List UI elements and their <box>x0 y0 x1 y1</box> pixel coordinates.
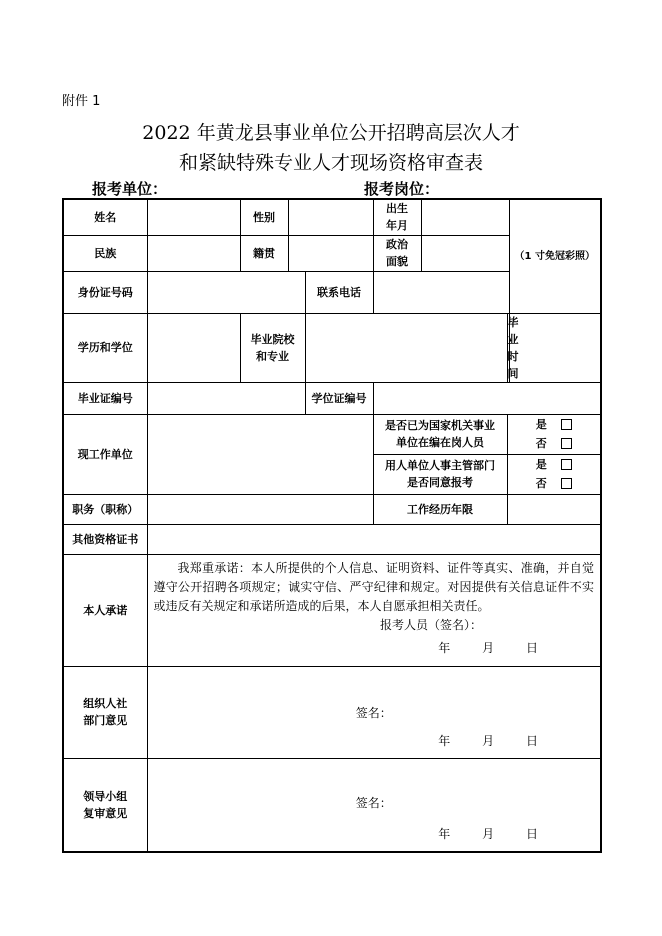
position-field[interactable] <box>147 494 373 524</box>
name-field[interactable] <box>147 199 240 235</box>
page-title: 2022 年黄龙县事业单位公开招聘高层次人才 <box>142 122 520 144</box>
org-opinion-label: 组织人社 部门意见 <box>63 666 147 758</box>
other-certs-field[interactable] <box>147 524 601 554</box>
year-label: 年 <box>438 827 451 841</box>
current-unit-label: 现工作单位 <box>63 414 147 494</box>
degree-no-field[interactable] <box>373 382 601 414</box>
yes-checkbox[interactable] <box>561 459 572 470</box>
native-place-label: 籍贯 <box>240 235 288 271</box>
day-label: 日 <box>525 733 538 748</box>
gender-field[interactable] <box>288 199 373 235</box>
position-label: 职务（职称） <box>63 494 147 524</box>
grad-time-label: 毕业 时间 <box>507 313 509 382</box>
consent-question: 用人单位人事主管部门 是否同意报考 <box>373 454 507 494</box>
school-label: 毕业院校 和专业 <box>240 313 305 382</box>
review-opinion-cell[interactable] <box>147 758 601 852</box>
diploma-no-field[interactable] <box>147 382 305 414</box>
political-label: 政治 面貌 <box>373 235 421 271</box>
unit-label: 报考单位： <box>92 180 168 198</box>
page-subtitle: 和紧缺特殊专业人才现场资格审查表 <box>178 152 483 174</box>
pledge-date <box>410 639 538 658</box>
review-date <box>410 826 538 843</box>
political-field[interactable] <box>421 235 509 271</box>
review-form-table <box>62 198 602 853</box>
year-label: 年 <box>438 640 451 655</box>
month-label: 月 <box>482 733 495 748</box>
other-certs-label: 其他资格证书 <box>63 524 147 554</box>
review-opinion-label: 领导小组 复审意见 <box>63 758 147 852</box>
post-label: 报考岗位： <box>364 180 440 198</box>
diploma-no-label: 毕业证编号 <box>63 382 147 414</box>
phone-field[interactable] <box>373 271 509 313</box>
pledge-label: 本人承诺 <box>63 554 147 666</box>
no-checkbox[interactable] <box>561 478 572 489</box>
native-place-field[interactable] <box>288 235 373 271</box>
yes-label: 是 <box>535 458 547 471</box>
attachment-label: 附件 1 <box>62 94 101 109</box>
org-date <box>410 733 538 750</box>
pledge-cell <box>147 554 601 666</box>
photo-area[interactable]: （1 寸免冠彩照） <box>509 199 601 313</box>
pledge-text: 我郑重承诺：本人所提供的个人信息、证明资料、证件等真实、准确，并自觉遵守公开招聘各项规定；诚实守信、严守纪律和规定。对因提供有关信息证件不实或违反有关规定和承诺所造成的后果，本人自愿承担相关责任。 <box>153 560 594 613</box>
month-label: 月 <box>482 640 495 655</box>
yes-checkbox[interactable] <box>561 419 572 430</box>
no-checkbox[interactable] <box>561 438 572 449</box>
no-label: 否 <box>535 437 547 450</box>
yes-label: 是 <box>535 418 547 431</box>
gender-label: 性别 <box>240 199 288 235</box>
education-field[interactable] <box>147 313 240 382</box>
birth-label: 出生 年月 <box>373 199 421 235</box>
phone-label: 联系电话 <box>305 271 373 313</box>
staff-options <box>507 414 601 454</box>
review-sign-label: 签名： <box>355 795 392 810</box>
work-years-label: 工作经历年限 <box>373 494 507 524</box>
school-field[interactable] <box>305 313 507 382</box>
birth-field[interactable] <box>421 199 509 235</box>
no-label: 否 <box>535 477 547 490</box>
org-sign-label: 签名： <box>355 705 392 720</box>
day-label: 日 <box>525 827 538 841</box>
year-label: 年 <box>438 733 451 748</box>
ethnicity-field[interactable] <box>147 235 240 271</box>
consent-options <box>507 454 601 494</box>
id-number-field[interactable] <box>147 271 305 313</box>
current-unit-field[interactable] <box>147 414 373 494</box>
grad-time-field[interactable] <box>509 313 601 382</box>
org-opinion-cell[interactable] <box>147 666 601 758</box>
id-number-label: 身份证号码 <box>63 271 147 313</box>
signer-label: 报考人员（签名）： <box>379 617 482 632</box>
ethnicity-label: 民族 <box>63 235 147 271</box>
staff-question: 是否已为国家机关事业 单位在编在岗人员 <box>373 414 507 454</box>
degree-no-label: 学位证编号 <box>305 382 373 414</box>
month-label: 月 <box>482 827 495 841</box>
work-years-field[interactable] <box>507 494 601 524</box>
education-label: 学历和学位 <box>63 313 147 382</box>
day-label: 日 <box>525 640 538 655</box>
name-label: 姓名 <box>63 199 147 235</box>
